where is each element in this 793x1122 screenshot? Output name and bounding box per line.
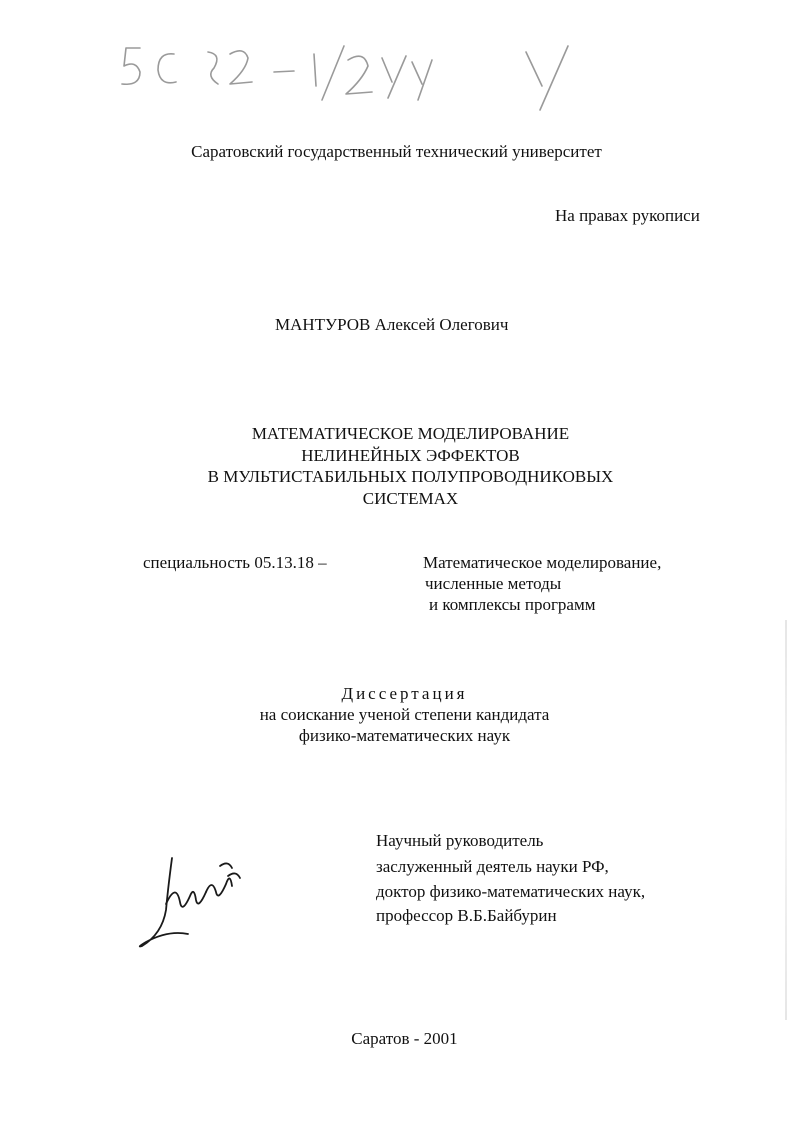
author-name: МАНТУРОВ Алексей Олегович: [275, 315, 509, 334]
handwritten-signature: [132, 848, 250, 958]
scan-edge-shadow: [785, 620, 787, 1020]
supervisor-line-1: Научный руководитель: [376, 831, 544, 850]
supervisor-line-4: профессор В.Б.Байбурин: [376, 906, 557, 925]
title-line-3: В МУЛЬТИСТАБИЛЬНЫХ ПОЛУПРОВОДНИКОВЫХ: [207, 467, 614, 486]
supervisor-line-3: доктор физико-математических наук,: [376, 882, 646, 901]
title-line-1: МАТЕМАТИЧЕСКОЕ МОДЕЛИРОВАНИЕ: [251, 424, 570, 443]
title-line-2: НЕЛИНЕЙНЫХ ЭФФЕКТОВ: [301, 446, 520, 465]
title-line-4: СИСТЕМАХ: [362, 489, 459, 508]
place-and-year: Саратов - 2001: [351, 1029, 458, 1048]
specialty-value-line-1: Математическое моделирование,: [423, 553, 662, 572]
university-name: Саратовский государственный технический университет: [191, 142, 602, 161]
specialty-value-line-3: и комплексы программ: [429, 595, 596, 614]
degree-heading: Диссертация: [341, 684, 468, 703]
degree-line-3: физико-математических наук: [298, 726, 511, 745]
supervisor-line-2: заслуженный деятель науки РФ,: [376, 857, 609, 876]
pencil-shelf-mark: [110, 38, 590, 118]
specialty-label: специальность 05.13.18 –: [143, 553, 327, 572]
manuscript-rights-note: На правах рукописи: [555, 206, 700, 225]
degree-line-2: на соискание ученой степени кандидата: [259, 705, 550, 724]
specialty-value-line-2: численные методы: [425, 574, 562, 593]
